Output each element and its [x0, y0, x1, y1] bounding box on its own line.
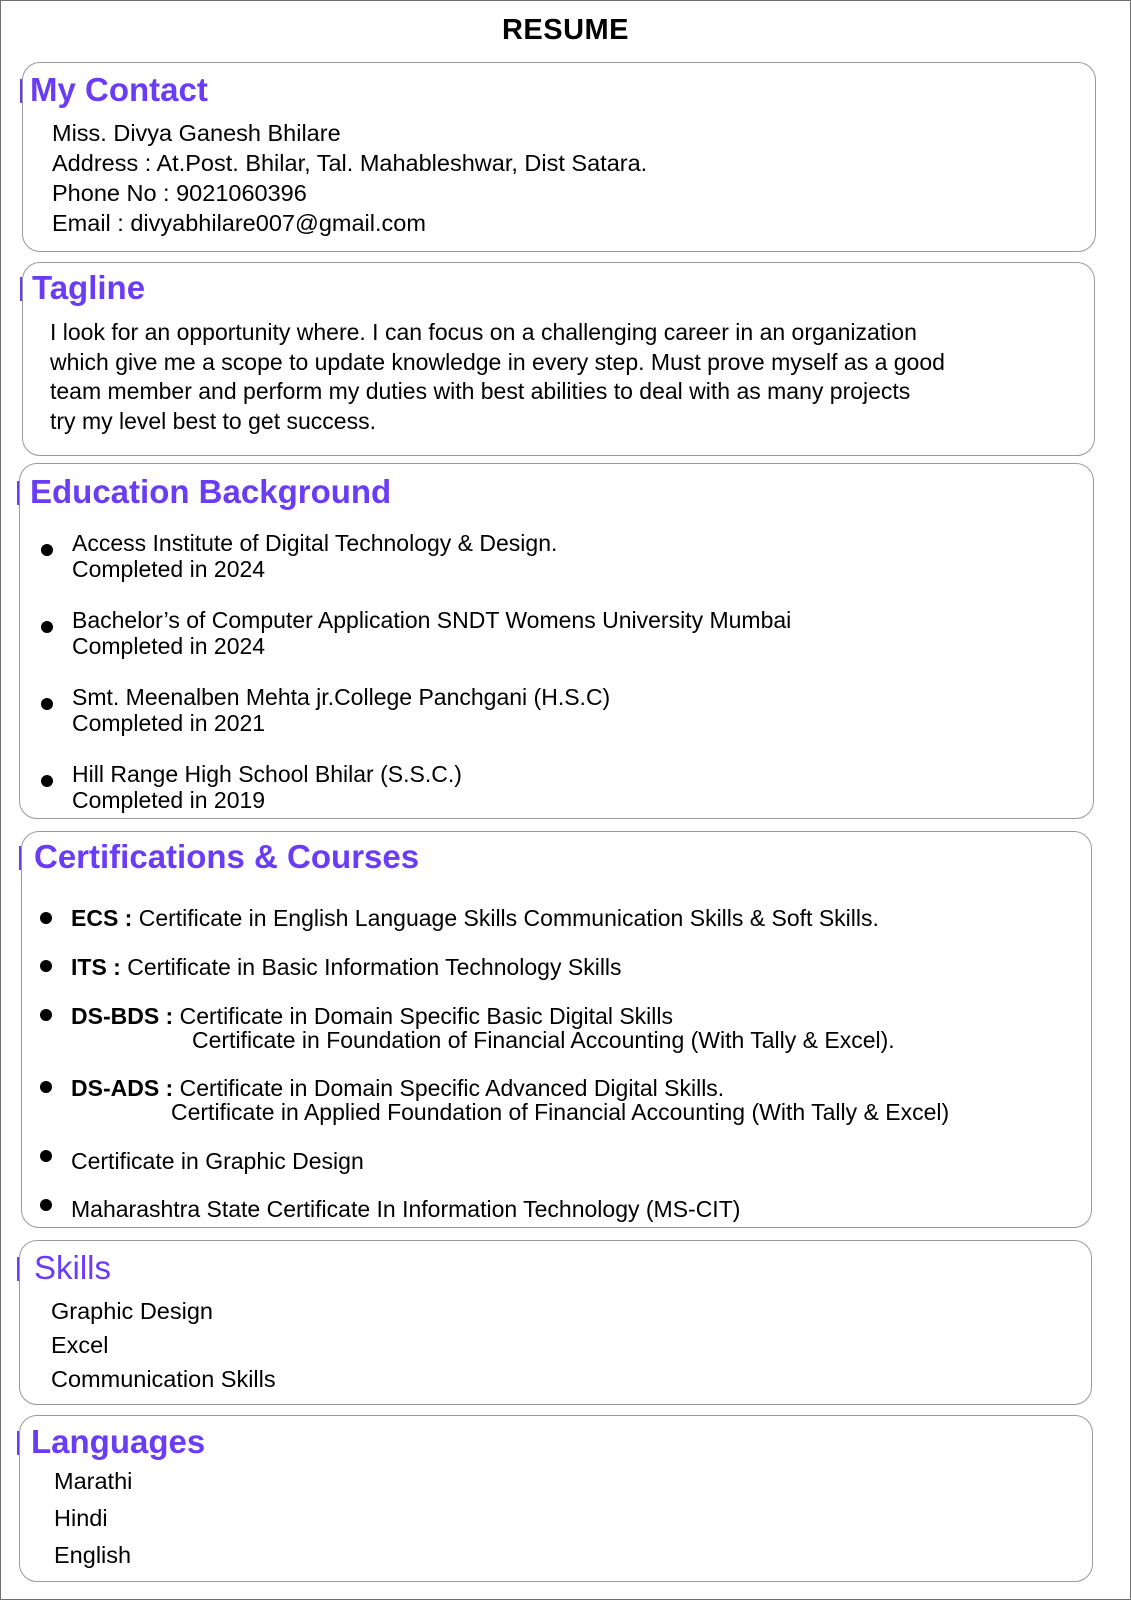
- certification-item: [71, 955, 622, 979]
- education-completed: Completed in 2024: [72, 633, 266, 659]
- certification-item: [71, 1076, 724, 1100]
- education-completed: Completed in 2019: [72, 787, 266, 813]
- certification-title: Certificate in Basic Information Technology Skills: [127, 954, 622, 980]
- language-item: Hindi: [54, 1505, 108, 1531]
- certification-code: ITS :: [71, 954, 121, 980]
- certification-code: ECS :: [71, 905, 133, 931]
- certification-item: [71, 1197, 740, 1221]
- bullet-icon: [41, 775, 53, 787]
- section-marker: [19, 846, 21, 870]
- page-title: RESUME: [501, 14, 630, 46]
- section-marker: [20, 277, 22, 301]
- certification-title: Certificate in English Language Skills Communication Skills & Soft Skills.: [138, 905, 879, 931]
- language-item: English: [54, 1542, 132, 1568]
- section-marker: [17, 1431, 19, 1455]
- contact-section: [22, 62, 1096, 252]
- section-marker: [17, 1257, 19, 1281]
- education-completed: Completed in 2021: [72, 710, 266, 736]
- certifications-heading: Certifications & Courses: [34, 838, 420, 875]
- bullet-icon: [41, 621, 53, 633]
- education-section: [19, 463, 1094, 819]
- tagline-line: team member and perform my duties with best abilities to deal with as many projects: [50, 378, 911, 404]
- certification-subtitle: Certificate in Foundation of Financial Accounting (With Tally & Excel).: [192, 1027, 895, 1053]
- bullet-icon: [40, 1081, 52, 1093]
- education-institution: Access Institute of Digital Technology & Design.: [72, 530, 558, 556]
- certifications-section: [21, 831, 1092, 1228]
- certification-code: DS-ADS :: [71, 1075, 174, 1101]
- certification-item: [71, 1149, 364, 1173]
- tagline-text: [50, 318, 1060, 436]
- certification-title: Certificate in Domain Specific Basic Digital Skills: [179, 1003, 674, 1029]
- tagline-section: [22, 262, 1095, 456]
- bullet-icon: [41, 544, 53, 556]
- contact-email: Email : divyabhilare007@gmail.com: [52, 210, 426, 236]
- tagline-line: I look for an opportunity where. I can focus on a challenging career in an organization: [50, 319, 917, 345]
- bullet-icon: [40, 1199, 52, 1211]
- bullet-icon: [40, 912, 52, 924]
- skill-item: Excel: [51, 1332, 109, 1358]
- certification-subtitle: Certificate in Applied Foundation of Financial Accounting (With Tally & Excel): [171, 1099, 950, 1125]
- bullet-icon: [40, 1009, 52, 1021]
- contact-name: Miss. Divya Ganesh Bhilare: [52, 120, 341, 146]
- education-item: [72, 607, 791, 659]
- skills-heading: Skills: [34, 1249, 112, 1286]
- certification-code: DS-BDS :: [71, 1003, 174, 1029]
- education-institution: Smt. Meenalben Mehta jr.College Panchgani (H.S.C): [72, 684, 611, 710]
- section-marker: [20, 79, 22, 103]
- contact-address: Address : At.Post. Bhilar, Tal. Mahableshwar, Dist Satara.: [52, 150, 648, 176]
- languages-section: [19, 1415, 1093, 1582]
- certification-title: Certificate in Graphic Design: [71, 1148, 364, 1174]
- education-heading: Education Background: [30, 473, 392, 510]
- language-item: Marathi: [54, 1468, 133, 1494]
- skill-item: Graphic Design: [51, 1298, 213, 1324]
- education-completed: Completed in 2024: [72, 556, 266, 582]
- tagline-heading: Tagline: [32, 269, 146, 306]
- education-institution: Hill Range High School Bhilar (S.S.C.): [72, 761, 462, 787]
- languages-heading: Languages: [31, 1423, 206, 1460]
- education-institution: Bachelor’s of Computer Application SNDT Womens University Mumbai: [72, 607, 792, 633]
- tagline-line: try my level best to get success.: [50, 407, 376, 434]
- tagline-line: which give me a scope to update knowledge in every step. Must prove myself as a good: [50, 348, 945, 375]
- certification-title: Maharashtra State Certificate In Information Technology (MS-CIT): [71, 1196, 741, 1222]
- certification-item: [71, 906, 879, 930]
- education-item: [72, 684, 610, 736]
- section-marker: [17, 481, 19, 505]
- contact-heading: My Contact: [30, 71, 208, 108]
- skills-section: [19, 1240, 1092, 1405]
- education-item: [72, 761, 462, 813]
- certification-title: Certificate in Domain Specific Advanced Digital Skills.: [179, 1075, 725, 1101]
- contact-phone: Phone No : 9021060396: [52, 180, 307, 206]
- skill-item: Communication Skills: [51, 1366, 276, 1392]
- bullet-icon: [40, 960, 52, 972]
- education-item: [72, 530, 557, 582]
- bullet-icon: [40, 1150, 52, 1162]
- bullet-icon: [41, 698, 53, 710]
- certification-item: [71, 1004, 673, 1028]
